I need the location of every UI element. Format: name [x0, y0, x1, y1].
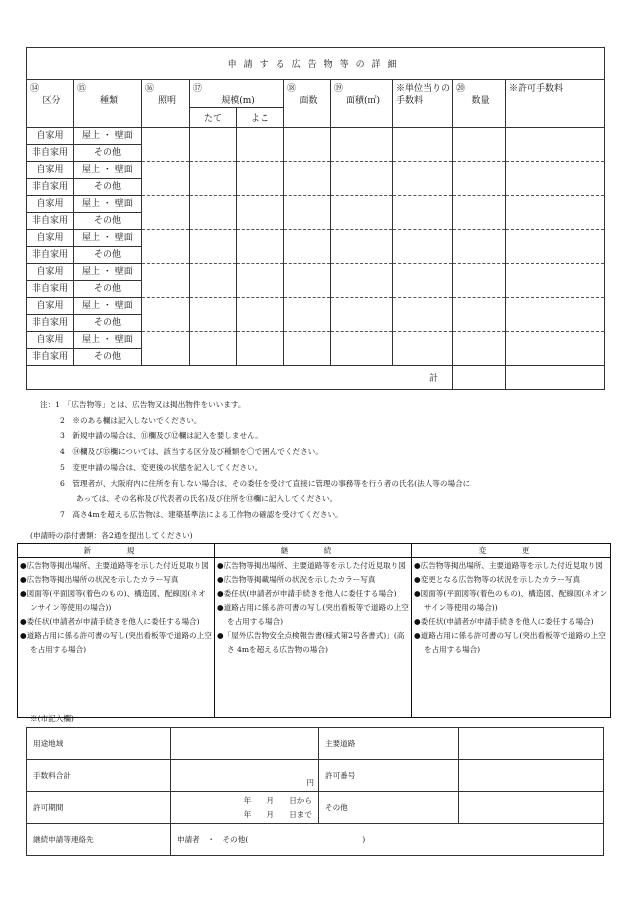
type-option-other[interactable]: その他 — [74, 247, 142, 264]
note-4: 4 ⑭欄及び⑮欄については、該当する区分及び種類を〇で囲んでください。 — [60, 447, 323, 457]
attach-continue-item: ●広告物等掲出場所、主要道路等を示した付近見取り図 — [217, 561, 406, 570]
permit-fee-cell — [506, 230, 605, 264]
attach-change-item: ●道路占用に係る許可書の写し(突出看板等で道路の上空を占用する場合) — [414, 631, 606, 654]
attach-change-item: ●委任状(申請者が申請手続きを他人に委任する場合) — [414, 617, 594, 626]
col-quantity-header: ⑳ 数量 — [453, 80, 506, 128]
permit-fee-cell — [506, 298, 605, 332]
note-2: 2 ※のある欄は記入しないでください。 — [60, 415, 202, 425]
category-option-private[interactable]: 自家用 — [27, 128, 74, 145]
quantity-cell[interactable] — [453, 332, 506, 366]
col-lighting-header: ⑯ 照明 — [142, 80, 190, 128]
width-cell[interactable] — [237, 332, 284, 366]
area-cell[interactable] — [331, 196, 393, 230]
faces-cell[interactable] — [284, 332, 331, 366]
other-label: その他 — [319, 792, 459, 824]
height-cell[interactable] — [190, 332, 237, 366]
fee-total-label: 手数料合計 — [27, 760, 171, 792]
unit-fee-cell — [393, 332, 453, 366]
category-option-private[interactable]: 自家用 — [27, 298, 74, 315]
lighting-cell[interactable] — [142, 264, 190, 298]
table-row — [27, 128, 605, 145]
category-option-private[interactable]: 自家用 — [27, 230, 74, 247]
faces-cell[interactable] — [284, 230, 331, 264]
note-6-cont: あっては、その名称及び代表者の氏名)及び住所を⑬欄に記入してください。 — [76, 494, 338, 504]
period-from: 年 月 日から — [243, 795, 312, 805]
use-area-value — [171, 728, 319, 760]
note-7: 7 高さ4mを超える広告物は、建築基準法による工作物の確認を受けてください。 — [60, 509, 343, 519]
col-unit-fee-header: ※単位当りの手数料 — [393, 80, 453, 128]
yen-unit: 円 — [306, 778, 314, 787]
table-row — [27, 196, 605, 213]
category-option-private[interactable]: 自家用 — [27, 332, 74, 349]
contact-options: 申請者 ・ その他( ) — [171, 824, 604, 856]
note-6: 6 管理者が、大阪府内に住所を有しない場合は、その委任を受けて直接に管理の事務等を行う者の氏名(法人等の場合に — [60, 478, 471, 488]
permit-number-value — [459, 760, 604, 792]
col-area-header: ⑲ 面積(㎡) — [331, 80, 393, 128]
permit-number-label: 許可番号 — [319, 760, 459, 792]
permit-fee-cell — [506, 332, 605, 366]
detail-table — [26, 47, 605, 390]
col-faces-header: ⑱ 面数 — [284, 80, 331, 128]
type-option-other[interactable]: その他 — [74, 145, 142, 162]
width-cell[interactable] — [237, 196, 284, 230]
table-row — [27, 162, 605, 179]
city-section-title: ※(市記入欄) — [30, 714, 74, 723]
lighting-cell[interactable] — [142, 196, 190, 230]
faces-cell[interactable] — [284, 128, 331, 162]
type-option-rooftop-wall[interactable]: 屋上 ・ 壁面 — [74, 162, 142, 179]
attachments-title: (申請時の添付書類：各2通を提出してください) — [30, 531, 193, 540]
area-cell[interactable] — [331, 162, 393, 196]
unit-fee-cell — [393, 128, 453, 162]
attach-new-item: ●図面等(平面図等(着色のもの)、構造図、配線図(ネオンサイン等使用の場合)) — [20, 589, 206, 612]
permit-fee-cell — [506, 162, 605, 196]
width-cell[interactable] — [237, 298, 284, 332]
faces-cell[interactable] — [284, 196, 331, 230]
permit-period-value — [171, 792, 319, 824]
quantity-cell[interactable] — [453, 264, 506, 298]
attach-header-new: 新 規 — [18, 544, 215, 558]
sub-yoko: よこ — [237, 108, 284, 128]
total-label: 計 — [27, 366, 453, 390]
height-cell[interactable] — [190, 230, 237, 264]
width-cell[interactable] — [237, 230, 284, 264]
type-option-other[interactable]: その他 — [74, 349, 142, 366]
type-option-rooftop-wall[interactable]: 屋上 ・ 壁面 — [74, 332, 142, 349]
fee-total-value — [171, 760, 319, 792]
area-cell[interactable] — [331, 332, 393, 366]
area-cell[interactable] — [331, 128, 393, 162]
table-row — [27, 230, 605, 247]
permit-fee-cell — [506, 128, 605, 162]
other-value — [459, 792, 604, 824]
table-row — [27, 264, 605, 281]
quantity-cell[interactable] — [453, 128, 506, 162]
category-option-nonprivate[interactable]: 非自家用 — [27, 247, 74, 264]
table-row — [27, 298, 605, 315]
attach-change-item: ●変更となる広告物等の状況を示したカラー写真 — [414, 575, 581, 584]
attach-new-list — [18, 558, 215, 718]
type-option-rooftop-wall[interactable]: 屋上 ・ 壁面 — [74, 196, 142, 213]
quantity-cell[interactable] — [453, 162, 506, 196]
col-permit-fee-header: ※許可手数料 — [506, 80, 605, 128]
total-fee-cell — [506, 366, 605, 390]
col-type-header: ⑮ 種類 — [74, 80, 142, 128]
lighting-cell[interactable] — [142, 230, 190, 264]
attach-new-item: ●道路占用に係る許可書の写し(突出看板等で道路の上空を占用する場合) — [20, 631, 212, 654]
type-option-rooftop-wall[interactable]: 屋上 ・ 壁面 — [74, 264, 142, 281]
height-cell[interactable] — [190, 128, 237, 162]
main-road-label: 主要道路 — [319, 728, 459, 760]
type-option-other[interactable]: その他 — [74, 281, 142, 298]
attach-continue-item: ●委任状(申請者が申請手続きを他人に委任する場合) — [217, 589, 397, 598]
category-option-nonprivate[interactable]: 非自家用 — [27, 179, 74, 196]
attach-change-item: ●広告物等掲出場所、主要道路等を示した付近見取り図 — [414, 561, 603, 570]
category-option-nonprivate[interactable]: 非自家用 — [27, 315, 74, 332]
area-cell[interactable] — [331, 264, 393, 298]
lighting-cell[interactable] — [142, 332, 190, 366]
quantity-cell[interactable] — [453, 230, 506, 264]
col-category-header: ⑭ 区分 — [27, 80, 74, 128]
col-scale-header: ⑰ 規模(m) — [190, 80, 284, 108]
unit-fee-cell — [393, 196, 453, 230]
category-option-private[interactable]: 自家用 — [27, 196, 74, 213]
width-cell[interactable] — [237, 162, 284, 196]
faces-cell[interactable] — [284, 298, 331, 332]
city-table — [26, 727, 604, 856]
attach-header-continue: 継 続 — [215, 544, 412, 558]
category-option-nonprivate[interactable]: 非自家用 — [27, 213, 74, 230]
permit-period-label: 許可期間 — [27, 792, 171, 824]
detail-title: 申請する広告物等の詳細 — [27, 48, 605, 80]
unit-fee-cell — [393, 162, 453, 196]
quantity-cell[interactable] — [453, 196, 506, 230]
lighting-cell[interactable] — [142, 128, 190, 162]
attach-new-item: ●広告物等掲出場所、主要道路等を示した付近見取り図 — [20, 561, 209, 570]
quantity-cell[interactable] — [453, 298, 506, 332]
permit-fee-cell — [506, 196, 605, 230]
faces-cell[interactable] — [284, 264, 331, 298]
main-road-value — [459, 728, 604, 760]
height-cell[interactable] — [190, 196, 237, 230]
contact-label: 継続申請等連絡先 — [27, 824, 171, 856]
attachments-table — [17, 543, 611, 718]
type-option-rooftop-wall[interactable]: 屋上 ・ 壁面 — [74, 298, 142, 315]
type-option-rooftop-wall[interactable]: 屋上 ・ 壁面 — [74, 128, 142, 145]
period-to: 年 月 日まで — [243, 809, 312, 819]
notes — [40, 397, 610, 523]
attach-continue-list — [215, 558, 412, 718]
unit-fee-cell — [393, 264, 453, 298]
attach-change-list — [412, 558, 611, 718]
height-cell[interactable] — [190, 264, 237, 298]
category-option-nonprivate[interactable]: 非自家用 — [27, 349, 74, 366]
type-option-other[interactable]: その他 — [74, 315, 142, 332]
attach-new-item: ●委任状(申請者が申請手続きを他人に委任する場合) — [20, 617, 200, 626]
height-cell[interactable] — [190, 298, 237, 332]
attach-continue-item: ●広告物等掲載場所の状況を示したカラー写真 — [217, 575, 376, 584]
height-cell[interactable] — [190, 162, 237, 196]
category-option-private[interactable]: 自家用 — [27, 264, 74, 281]
type-option-other[interactable]: その他 — [74, 213, 142, 230]
type-option-rooftop-wall[interactable]: 屋上 ・ 壁面 — [74, 230, 142, 247]
width-cell[interactable] — [237, 264, 284, 298]
area-cell[interactable] — [331, 230, 393, 264]
sub-tate: たて — [190, 108, 237, 128]
lighting-cell[interactable] — [142, 298, 190, 332]
note-1: 注：1 「広告物等」とは、広告物又は掲出物件をいいます。 — [40, 400, 246, 409]
table-row — [27, 332, 605, 349]
type-option-other[interactable]: その他 — [74, 179, 142, 196]
attach-new-item: ●広告物等掲出場所の状況を示したカラー写真 — [20, 575, 179, 584]
note-5: 5 変更申請の場合は、変更後の状態を記入してください。 — [60, 462, 263, 472]
permit-fee-cell — [506, 264, 605, 298]
unit-fee-cell — [393, 298, 453, 332]
use-area-label: 用途地域 — [27, 728, 171, 760]
width-cell[interactable] — [237, 128, 284, 162]
category-option-nonprivate[interactable]: 非自家用 — [27, 145, 74, 162]
lighting-cell[interactable] — [142, 162, 190, 196]
note-3: 3 新規申請の場合は、⑪欄及び⑫欄は記入を要しません。 — [60, 431, 263, 441]
total-quantity-cell[interactable] — [453, 366, 506, 390]
attach-continue-item: ●道路占用に係る許可書の写し(突出看板等で道路の上空を占用する場合) — [217, 603, 409, 626]
attach-continue-item: ●「屋外広告物安全点検報告書(様式第2号各書式)」(高さ 4mを超える広告物の場合) — [217, 631, 405, 654]
faces-cell[interactable] — [284, 162, 331, 196]
area-cell[interactable] — [331, 298, 393, 332]
category-option-private[interactable]: 自家用 — [27, 162, 74, 179]
unit-fee-cell — [393, 230, 453, 264]
category-option-nonprivate[interactable]: 非自家用 — [27, 281, 74, 298]
attach-change-item: ●図面等(平面図等(着色のもの)、構造図、配線図(ネオンサイン等使用の場合)) — [414, 589, 608, 612]
attach-header-change: 変 更 — [412, 544, 611, 558]
